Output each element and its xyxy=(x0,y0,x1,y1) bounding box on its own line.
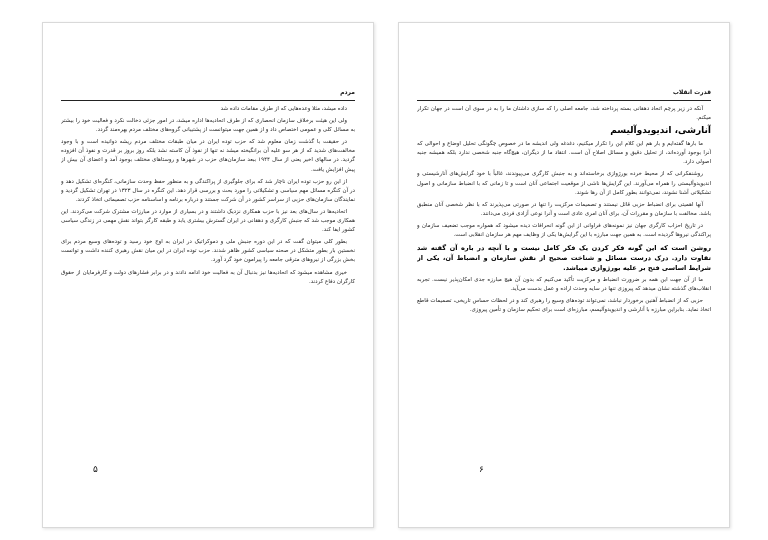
section-heading: آنارشی، اندیویدوآلیسم xyxy=(610,126,711,137)
emphasized-passage: روشن است که این گونه فکر کردن یک فکر کامل نیست و با آنچه در باره آن گفته شد تفاوت دارد. درک درست مسائل و شناخت صحیح از نقش سازمان و انضباط آن، یکی از شرایط اساسی فتح بر علیه بورژوازی میباشد. xyxy=(417,244,711,273)
paragraph: ما از آن جهت این همه بر ضرورت انضباط و مرکزیت تأکید می‌کنیم که بدون آن هیچ مبارزه جدی امکان‌پذیر نیست. تجربه انقلاب‌های گذشته نشان میدهد که پیروزی تنها در سایه وحدت اراده و عمل بدست می‌آید. xyxy=(417,277,711,293)
paragraph: بطور کلی میتوان گفت که در این دوره جنبش ملی و دموکراتیک در ایران به اوج خود رسید و توده‌های وسیع مردم برای نخستین بار بطور متشکل در صحنه سیاسی کشور ظاهر شدند. حزب توده ایران در این میان نقش رهبری کننده داشت و توانست بخش بزرگی از نیروهای مترقی جامعه را پیرامون خود گرد آورد. xyxy=(61,239,355,264)
header-rule xyxy=(417,100,711,101)
paragraph: ولی این هیئت برخلاف سازمان انحصاری که از طرف اتحادیه‌ها اداره میشد، در امور جزئی دخالت نکرد و فعالیت خود را بیشتر به مسائل کلی و عمومی اختصاص داد و از همین جهت میتوانست از پشتیبانی گروه‌های مختلف مردم بهره‌مند گردد. xyxy=(61,118,355,134)
paragraph: آنها اهمیتی برای انضباط حزبی قائل نیستند و تصمیمات مرکزیت را تنها در صورتی می‌پذیرند که با نظر شخصی آنان منطبق باشد. مخالفت با سازمان و مقررات آن، برای آنان امری عادی است و آنرا نوعی آزادی فردی می‌دانند. xyxy=(417,201,711,217)
page-body xyxy=(61,105,355,475)
intro-paragraph: آنکه در زیر پرچم اتحاد دهقانی بسته پرداخته شد، جامعه اصلی را که سازی داشتان ما را به در سوی آن است در جهان تکرار میکنم. xyxy=(417,106,711,122)
document-page-left xyxy=(42,22,374,528)
paragraph: روشنفکرانی که از محیط خرده بورژوازی برخاسته‌اند و به جنبش کارگری می‌پیوندند، غالباً با خود گرایش‌های آنارشیستی و اندیویدوآلیستی را همراه می‌آورند. این گرایش‌ها ناشی از موقعیت اجتماعی آنان است و تا زمانی که با انضباط سازمانی و اصول تشکیلاتی آشنا نشوند، نمی‌توانند بطور کامل از آن رها شوند. xyxy=(417,171,711,196)
page-header xyxy=(61,89,355,99)
paragraph: ما بارها گفته‌ایم و بار هم این کلام این را تکرار میکنیم، دغدغه ولی اندیشه ما در خصوص چگونگی تحلیل اوضاع و احوالی که آنرا بوجود آورده‌اند، از تحلیل دقیق و مسائل اصلاح آن است. انتقاد ما از دیگران، هیچ‌گاه جنبه شخصی ندارد بلکه همیشه جنبه اصولی دارد. xyxy=(417,141,711,166)
paragraph: خیری مشاهده میشود که اتحادیه‌ها نیز بدنبال آن به فعالیت خود ادامه دادند و در برابر فشارهای دولت و کارفرمایان از حقوق کارگران دفاع کردند. xyxy=(61,269,355,285)
running-title: قدرت انقلاب xyxy=(672,89,711,96)
paragraph: اتحادیه‌ها در سال‌های بعد نیز با حزب همکاری نزدیک داشتند و در بسیاری از موارد در مبارزات مشترک شرکت می‌کردند. این همکاری موجب شد که جنبش کارگری و دهقانی در ایران گسترش بیشتری یابد و طبقه کارگر بتواند نقش مهمی در زندگی سیاسی کشور ایفا کند. xyxy=(61,208,355,234)
document-page-right xyxy=(398,22,730,528)
page-body xyxy=(417,105,711,475)
page-number: ۵ xyxy=(93,465,98,475)
paragraph: از این رو حزب توده ایران ناچار شد که برای جلوگیری از پراکندگی و به منظور حفظ وحدت سازمانی، کنگره‌ای تشکیل دهد و در آن کنگره مسائل مهم سیاسی و تشکیلاتی را مورد بحث و بررسی قرار دهد. این کنگره در سال ۱۳۲۳ در تهران تشکیل گردید و نمایندگان سازمان‌های حزبی از سراسر کشور در آن شرکت جستند و درباره برنامه و اساسنامه حزب تصمیماتی اتخاذ کردند. xyxy=(61,178,355,203)
page-number: ۶ xyxy=(479,465,484,475)
paragraph: داده میشد، مثلا وعده‌هایی که از طرف مقامات داده شد xyxy=(220,106,347,112)
paragraph: در تاریخ احزاب کارگری جهان نیز نمونه‌های فراوانی از این گونه انحرافات دیده میشود که همواره موجب تضعیف سازمان و پراکندگی نیروها گردیده است. به همین جهت مبارزه با این گرایش‌ها یکی از وظایف مهم هر سازمان انقلابی است. xyxy=(417,222,711,239)
paragraph: حزبی که از انضباط آهنین برخوردار نباشد، نمی‌تواند توده‌های وسیع را رهبری کند و در لحظات حساس تاریخی، تصمیمات قاطع اتخاذ نماید. بنابراین مبارزه با آنارشی و اندیویدوآلیسم، مبارزه‌ای است برای تحکیم سازمان و تأمین پیروزی. xyxy=(417,298,711,314)
page-header xyxy=(417,89,711,99)
running-title: مردم xyxy=(340,89,355,96)
paragraph: در حقیقت با گذشت زمان معلوم شد که حزب توده ایران در میان طبقات مختلف مردم ریشه دوانیده است و با وجود مخالفت‌های شدید که از هر سو علیه آن برانگیخته میشد نه تنها از نفوذ آن کاسته نشد بلکه روز بروز بر قدرت و نفوذ آن افزوده گردید. در سالهای اخیر یعنی از سال ۱۹۴۴ ببعد سازمان‌های حزب در شهرها و روستاهای مختلف بوجود آمد و اعضای آن بیش از پیش افزایش یافت. xyxy=(61,139,355,173)
header-rule xyxy=(61,100,355,101)
